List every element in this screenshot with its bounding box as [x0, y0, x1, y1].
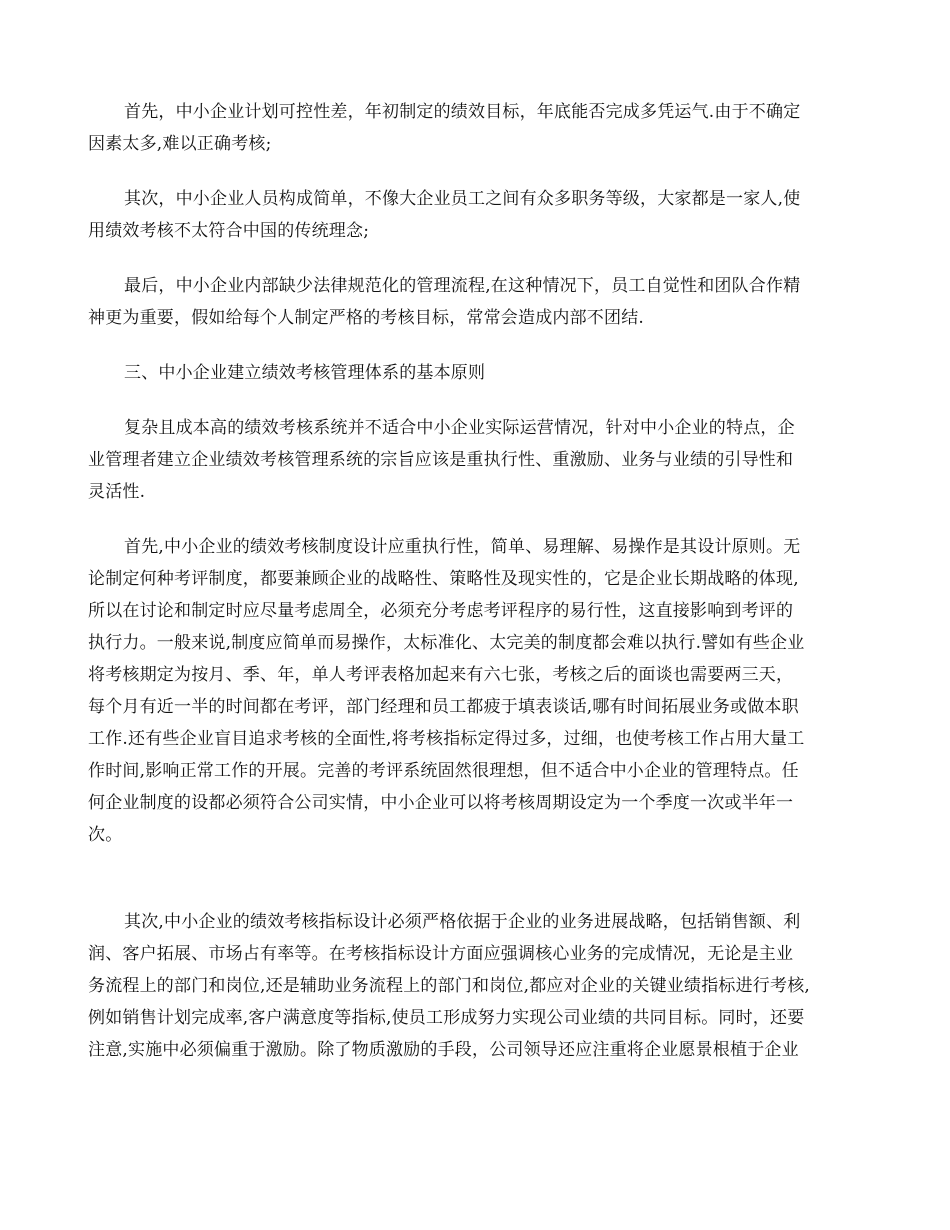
text-line: 业管理者建立企业绩效考核管理系统的宗旨应该是重执行性、重激励、业务与业绩的引导性和	[88, 450, 794, 470]
text-line: 最后，中小企业内部缺少法律规范化的管理流程,在这种情况下，员工自觉性和团队合作精	[124, 276, 801, 296]
text-line: 其次，中小企业人员构成简单，不像大企业员工之间有众多职务等级，大家都是一家人,使	[124, 189, 801, 209]
text-line: 用绩效考核不太符合中国的传统理念;	[88, 221, 370, 241]
text-line: 次。	[88, 825, 123, 845]
text-line: 每个月有近一半的时间都在考评，部门经理和员工都疲于填表谈话,哪有时间拓展业务或做本职	[88, 697, 799, 717]
text-line: 将考核期定为按月、季、年，单人考评表格加起来有六七张，考核之后的面谈也需要两三天，	[88, 665, 794, 685]
text-line: 复杂且成本高的绩效考核系统并不适合中小企业实际运营情况，针对中小企业的特点，企	[124, 418, 795, 438]
text-line: 润、客户拓展、市场占有率等。在考核指标设计方面应强调核心业务的完成情况，无论是主业	[88, 944, 794, 964]
heading-text: 三、中小企业建立绩效考核管理体系的基本原则	[124, 363, 486, 383]
text-line: 所以在讨论和制定时应尽量考虑周全，必须充分考虑考评程序的易行性，这直接影响到考评的	[88, 601, 794, 621]
text-line: 其次,中小企业的绩效考核指标设计必须严格依据于企业的业务进展战略，包括销售额、利	[124, 912, 801, 932]
text-line: 神更为重要，假如给每个人制定严格的考核目标，常常会造成内部不团结.	[88, 308, 645, 328]
text-line: 首先,中小企业的绩效考核制度设计应重执行性，简单、易理解、易操作是其设计原则。无	[124, 537, 801, 557]
text-line: 务流程上的部门和岗位,还是辅助业务流程上的部门和岗位,都应对企业的关键业绩指标进行考核,	[88, 976, 811, 996]
text-line: 工作.还有些企业盲目追求考核的全面性,将考核指标定得过多，过细，也使考核工作占用大量工	[88, 729, 805, 749]
text-line: 论制定何种考评制度，都要兼顾企业的战略性、策略性及现实性的，它是企业长期战略的体现,	[88, 569, 799, 589]
text-line: 执行力。一般来说,制度应简单而易操作，太标准化、太完美的制度都会难以执行.譬如有些企业	[88, 633, 805, 653]
text-line: 首先，中小企业计划可控性差，年初制定的绩效目标，年底能否完成多凭运气.由于不确定	[124, 102, 801, 122]
text-line: 注意,实施中必须偏重于激励。除了物质激励的手段，公司领导还应注重将企业愿景根植于企业	[88, 1040, 799, 1060]
text-line: 因素太多,难以正确考核;	[88, 134, 272, 154]
text-line: 灵活性.	[88, 482, 146, 502]
text-line: 何企业制度的设都必须符合公司实情，中小企业可以将考核周期设定为一个季度一次或半年一	[88, 793, 794, 813]
text-line: 例如销售计划完成率,客户满意度等指标,使员工形成努力实现公司业绩的共同目标。同时，还要	[88, 1008, 805, 1028]
text-line: 作时间,影响正常工作的开展。完善的考评系统固然很理想，但不适合中小企业的管理特点。任	[88, 761, 799, 781]
